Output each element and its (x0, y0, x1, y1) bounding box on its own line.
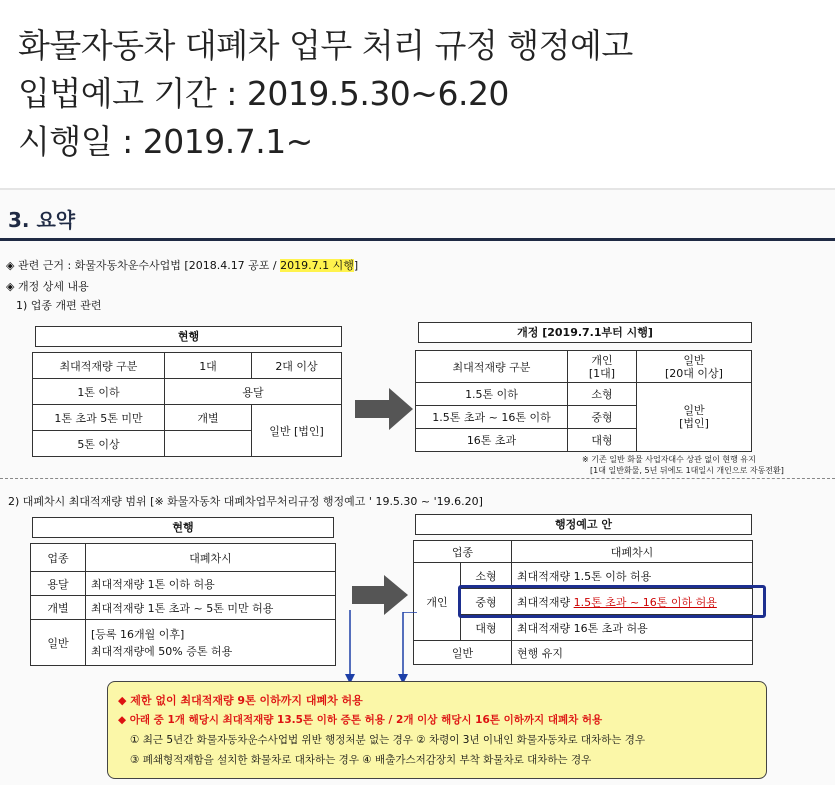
cell: 대형 (461, 615, 512, 641)
cell: 일반 [20대 이상] (637, 351, 752, 383)
cell: 대폐차시 (512, 541, 753, 563)
cell: 일반 (414, 641, 512, 665)
cell: 소형 (568, 383, 637, 406)
cell: 16톤 초과 (416, 429, 568, 452)
cell-line: 최대적재량에 50% 증톤 허용 (91, 644, 233, 658)
cell: 일반 [법인] (252, 405, 342, 457)
basis-highlight: 2019.7.1 시행 (280, 259, 354, 272)
current-title: 현행 (35, 326, 342, 347)
cell: 최대적재량 16톤 초과 허용 (512, 615, 753, 641)
note-line-4: ③ 폐쇄형적재함을 설치한 화물차로 대차하는 경우 ④ 배출가스저감장치 부착 화물차로 대차하는 경우 (130, 754, 592, 766)
current2-table (30, 543, 336, 666)
cell: 1.5톤 초과 ~ 16톤 이하 (416, 406, 568, 429)
revised-title: 개정 [2019.7.1부터 시행] (418, 322, 752, 343)
cell (512, 589, 753, 615)
current2-title: 현행 (32, 517, 334, 538)
basis-prefix: ◈ 관련 근거 : 화물자동차운수사업법 [2018.4.17 공포 / (6, 259, 281, 272)
sub2-label: 2) 대폐차시 최대적재량 범위 [※ 화물자동차 대폐차업무처리규정 행정예고 ' 19.5.30 ~ '19.6.20] (8, 495, 483, 508)
basis-line (6, 257, 358, 273)
cell: 일반 (31, 620, 86, 666)
basis-suffix: ] (353, 259, 359, 272)
cell (165, 431, 252, 457)
section-rule (0, 238, 835, 241)
note-box (107, 681, 767, 779)
cell: 업종 (414, 541, 512, 563)
cell: 최대적재량 1톤 이하 허용 (86, 572, 336, 596)
cell: 최대적재량 구분 (416, 351, 568, 383)
cell: 용달 (31, 572, 86, 596)
cell-emphasis: 1.5톤 초과 ~ 16톤 이하 허용 (573, 595, 717, 609)
arrow-right-icon (355, 388, 413, 430)
revised-note-1: ※ 기존 일반 화물 사업자대수 상관 없이 현행 유지 (582, 455, 756, 464)
cell: 1대 (165, 353, 252, 379)
cell: 개인 [1대] (568, 351, 637, 383)
headline-effective-date: 시행일 : 2019.7.1~ (18, 122, 313, 161)
connector-arrow-icon (340, 610, 380, 685)
cell-text: 최대적재량 (517, 595, 574, 609)
revised-note-2: [1대 일반화물, 5년 뒤에도 1대일시 개인으로 자동전환] (590, 466, 784, 475)
arrow-right-icon (352, 575, 408, 615)
cell: 업종 (31, 544, 86, 572)
cell: 최대적재량 1.5톤 이하 허용 (512, 563, 753, 589)
proposal-table (413, 540, 753, 665)
current-table (32, 352, 342, 457)
revised-table (415, 350, 752, 452)
cell: 최대적재량 구분 (33, 353, 165, 379)
cell (86, 620, 336, 666)
cell: 1톤 이하 (33, 379, 165, 405)
note-line-1: ◆ 제한 없이 최대적재량 9톤 이하까지 대폐차 허용 (118, 694, 363, 707)
cell: 개별 (165, 405, 252, 431)
headline-title: 화물자동차 대폐차 업무 처리 규정 행정예고 (18, 26, 633, 65)
cell: 개인 (414, 563, 461, 641)
cell-line: [등록 16개월 이후] (91, 627, 185, 641)
cell: 1톤 초과 5톤 미만 (33, 405, 165, 431)
cell: 소형 (461, 563, 512, 589)
headline-period: 입법예고 기간 : 2019.5.30~6.20 (18, 74, 509, 113)
note-line-2: ◆ 아래 중 1개 해당시 최대적재량 13.5톤 이하 증톤 허용 / 2개 이상 해당시 16톤 이하까지 대폐차 허용 (118, 714, 603, 726)
cell: 대형 (568, 429, 637, 452)
detail-label: ◈ 개정 상세 내용 (6, 280, 89, 293)
cell: 일반 [법인] (637, 383, 752, 452)
cell: 현행 유지 (512, 641, 753, 665)
headline-area (0, 0, 835, 188)
cell: 대폐차시 (86, 544, 336, 572)
note-line-3: ① 최근 5년간 화물자동차운수사업법 위반 행정처분 없는 경우 ② 차령이 3년 이내인 화물자동차로 대차하는 경우 (130, 734, 646, 746)
cell: 용달 (165, 379, 342, 405)
section-title: 3. 요약 (8, 208, 76, 232)
sub1-label: 1) 업종 개편 관련 (16, 299, 102, 312)
cell: 중형 (461, 589, 512, 615)
cell: 5톤 이상 (33, 431, 165, 457)
dashed-divider (0, 478, 835, 479)
cell: 1.5톤 이하 (416, 383, 568, 406)
connector-arrow-icon (395, 612, 425, 685)
cell: 중형 (568, 406, 637, 429)
proposal-title: 행정예고 안 (415, 514, 752, 535)
cell: 2대 이상 (252, 353, 342, 379)
cell: 개별 (31, 596, 86, 620)
cell: 최대적재량 1톤 초과 ~ 5톤 미만 허용 (86, 596, 336, 620)
